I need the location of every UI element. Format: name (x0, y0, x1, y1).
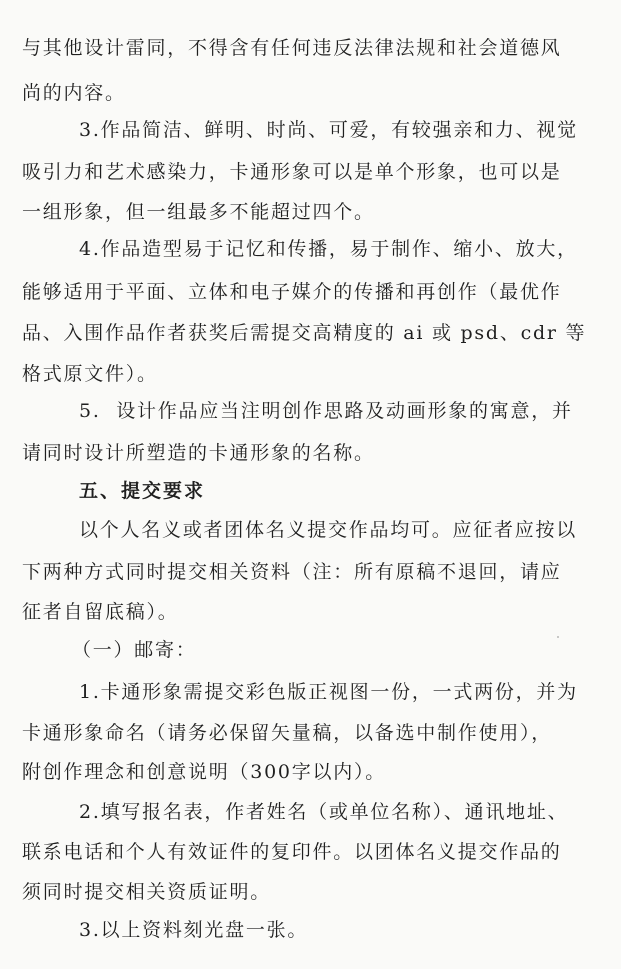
text-line-6: 4.作品造型易于记忆和传播，易于制作、缩小、放大， (79, 238, 578, 260)
text-line-18: 卡通形象命名（请务必保留矢量稿，以备选中制作使用）， (22, 722, 553, 744)
subsection-heading: （一）邮寄： (72, 639, 197, 661)
text-line-10: 5. 设计作品应当注明创作思路及动画形象的寓意，并 (79, 400, 573, 422)
text-line-5: 一组形象，但一组最多不能超过四个。 (22, 201, 375, 223)
text-line-22: 须同时提交相关资质证明。 (22, 881, 272, 903)
text-line-4: 吸引力和艺术感染力，卡通形象可以是单个形象，也可以是 (22, 161, 562, 183)
text-line-19: 附创作理念和创意说明（300字以内）。 (22, 761, 387, 783)
section-heading: 五、提交要求 (79, 480, 206, 502)
text-line-14: 下两种方式同时提交相关资料（注：所有原稿不退回，请应 (22, 561, 562, 583)
text-line-13: 以个人名义或者团体名义提交作品均可。应征者应按以 (79, 519, 578, 541)
text-line-21: 联系电话和个人有效证件的复印件。以团体名义提交作品的 (22, 841, 562, 863)
text-line-11: 请同时设计所塑造的卡通形象的名称。 (22, 442, 375, 464)
text-line-15: 征者自留底稿）。 (22, 601, 179, 623)
text-line-1: 与其他设计雷同，不得含有任何违反法律法规和社会道德风 (22, 37, 562, 59)
text-line-7: 能够适用于平面、立体和电子媒介的传播和再创作（最优作 (22, 281, 562, 303)
scan-speck (557, 636, 559, 638)
text-line-8: 品、入围作品作者获奖后需提交高精度的 ai 或 psd、cdr 等 (22, 322, 587, 344)
text-line-9: 格式原文件）。 (22, 363, 158, 385)
text-line-23: 3.以上资料刻光盘一张。 (79, 919, 309, 941)
text-line-2: 尚的内容。 (22, 82, 126, 104)
text-line-17: 1.卡通形象需提交彩色版正视图一份，一式两份，并为 (79, 681, 578, 703)
text-line-3: 3.作品简洁、鲜明、时尚、可爱，有较强亲和力、视觉 (79, 119, 578, 141)
text-line-20: 2.填写报名表，作者姓名（或单位名称）、通讯地址、 (79, 801, 569, 823)
